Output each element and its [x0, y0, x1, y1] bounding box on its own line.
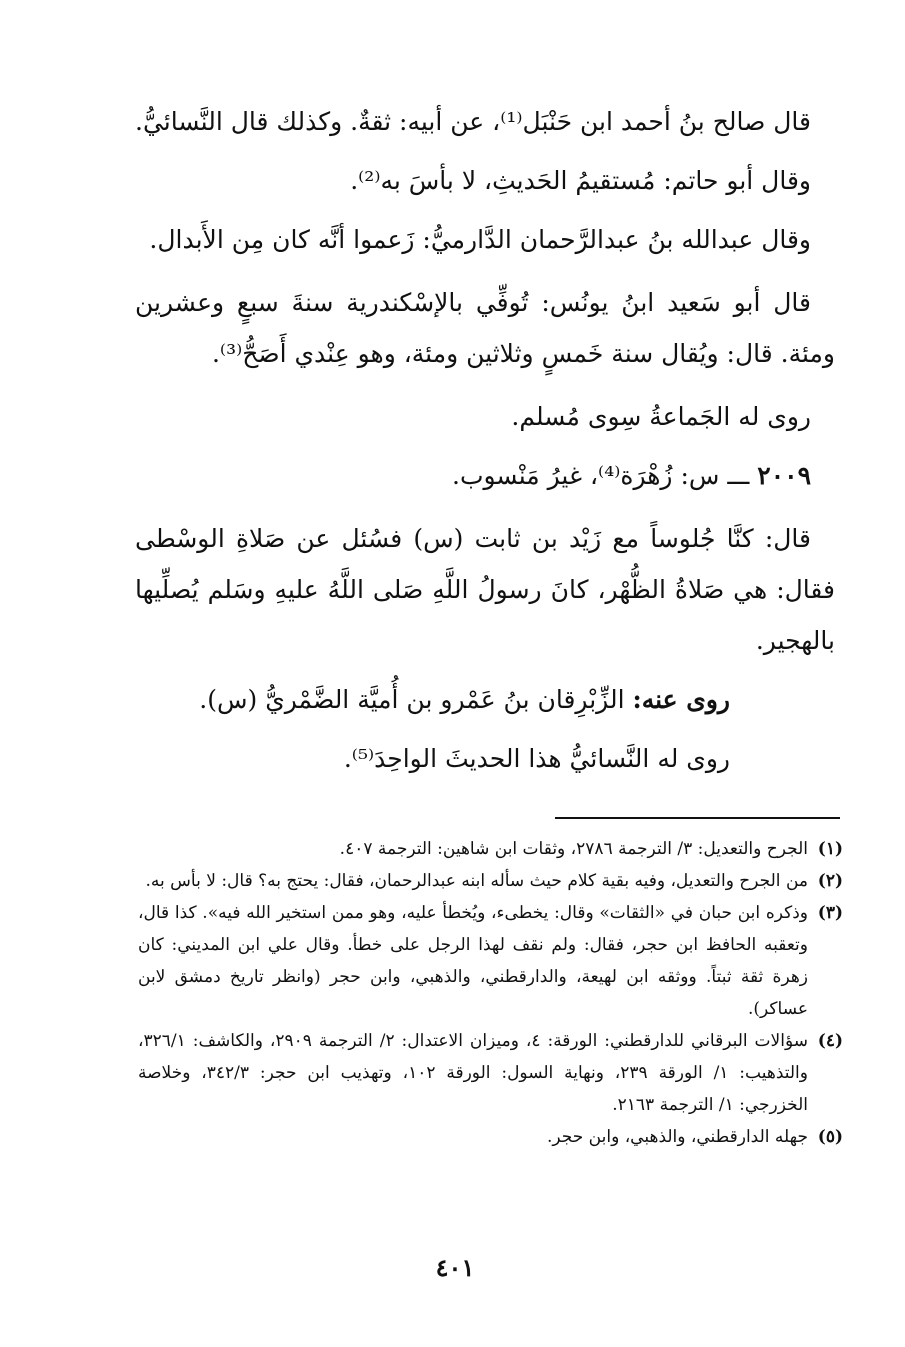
footnote-number: (١) — [817, 839, 843, 859]
narrator-text: الزِّبْرِقان بنُ عَمْرو بن أُميَّة الضَّمْريُّ (س). — [199, 685, 625, 714]
footnote-text: الجرح والتعديل: ٣/ الترجمة ٢٧٨٦، وثقات ابن شاهين: الترجمة ٤٠٧. — [339, 839, 808, 859]
main-text-block — [135, 96, 835, 784]
footnote-number: (٤) — [817, 1031, 843, 1051]
paragraph-ibn-yunus: قال أبو سَعيد ابنُ يونُس: تُوفِّي بالإسْكندرية سنةَ سبعٍ وعشرين ومئة. قال: ويُقال سنة خَمسٍ وثلاثين ومئة، وهو عِنْدي أَصَحُّ⁽³⁾. — [135, 288, 835, 368]
paragraph-narrators — [135, 674, 835, 725]
footnote — [138, 1121, 843, 1153]
footnote — [138, 865, 843, 897]
paragraph-darimi: وقال عبدالله بنُ عبدالرَّحمان الدَّارميُّ: زَعموا أنَّه كان مِن الأَبدال. — [149, 225, 811, 254]
footnote-text: جهله الدارقطني، والذهبي، وابن حجر. — [547, 1127, 808, 1147]
footnote-separator — [555, 817, 840, 819]
footnote — [138, 1025, 843, 1121]
footnote-text: وذكره ابن حبان في «الثقات» وقال: يخطىء، ويُخطأ عليه، وهو ممن استخير الله فيه». كذا قال، وتعقبه الحافظ ابن حجر، فقال: ولم نقف لهذا الرجل على خطأ. وقال علي ابن المديني: كان زهرة ثقة ثبتاً. ووثقه ابن لهيعة، والدارقطني، والذهبي، وابن حجر (وانظر تاريخ دمشق لابن عساكر). — [138, 903, 808, 1019]
entry-number: ٢٠٠٩ — [757, 461, 811, 490]
paragraph-narration: قال: كنَّا جُلوساً مع زَيْد بن ثابت (س) فسُئل عن صَلاةِ الوسْطى فقال: هي صَلاةُ الظُّهْر، كانَ رسولُ اللَّهِ صَلى اللَّهُ عليهِ وسَلم يُصلِّيها بالهجير. — [135, 524, 835, 655]
footnote-text: من الجرح والتعديل، وفيه بقية كلام حيث سأله ابنه عبدالرحمان، فقال: يحتج به؟ قال: لا بأس به. — [145, 871, 808, 891]
entry-title: ـــ س: زُهْرَة⁽⁴⁾، غيرُ مَنْسوب. — [452, 461, 750, 490]
entry-heading — [135, 450, 835, 501]
footnote — [138, 897, 843, 1025]
footnote-text: سؤالات البرقاني للدارقطني: الورقة: ٤، وميزان الاعتدال: ٢/ الترجمة ٢٩٠٩، والكاشف: ٣٢٦/١، والتذهيب: ١/ الورقة ٢٣٩، ونهاية السول: الورقة ١٠٢، وتهذيب ابن حجر: ٣٤٢/٣، وخلاصة الخزرجي: ١/ الترجمة ٢١٦٣. — [138, 1031, 809, 1115]
footnotes-block — [138, 833, 843, 1153]
page-number: ٤٠١ — [435, 1253, 475, 1282]
footnote — [138, 833, 843, 865]
paragraph-salih: قال صالح بنُ أحمد ابن حَنْبَل⁽¹⁾، عن أبيه: ثقةٌ. وكذلك قال النَّسائيُّ. — [135, 107, 811, 136]
footnote-number: (٥) — [817, 1127, 843, 1147]
paragraph-jamaah: روى له الجَماعةُ سِوى مُسلم. — [511, 402, 811, 431]
paragraph-abu-hatim: وقال أبو حاتم: مُستقيمُ الحَديثِ، لا بأسَ به⁽²⁾. — [350, 166, 811, 195]
footnote-number: (٢) — [817, 871, 843, 891]
narrator-label: روى عنه: — [632, 685, 730, 714]
footnote-number: (٣) — [817, 903, 843, 923]
paragraph-closing: روى له النَّسائيُّ هذا الحديثَ الواحِدَ⁽⁵⁾. — [343, 744, 730, 773]
